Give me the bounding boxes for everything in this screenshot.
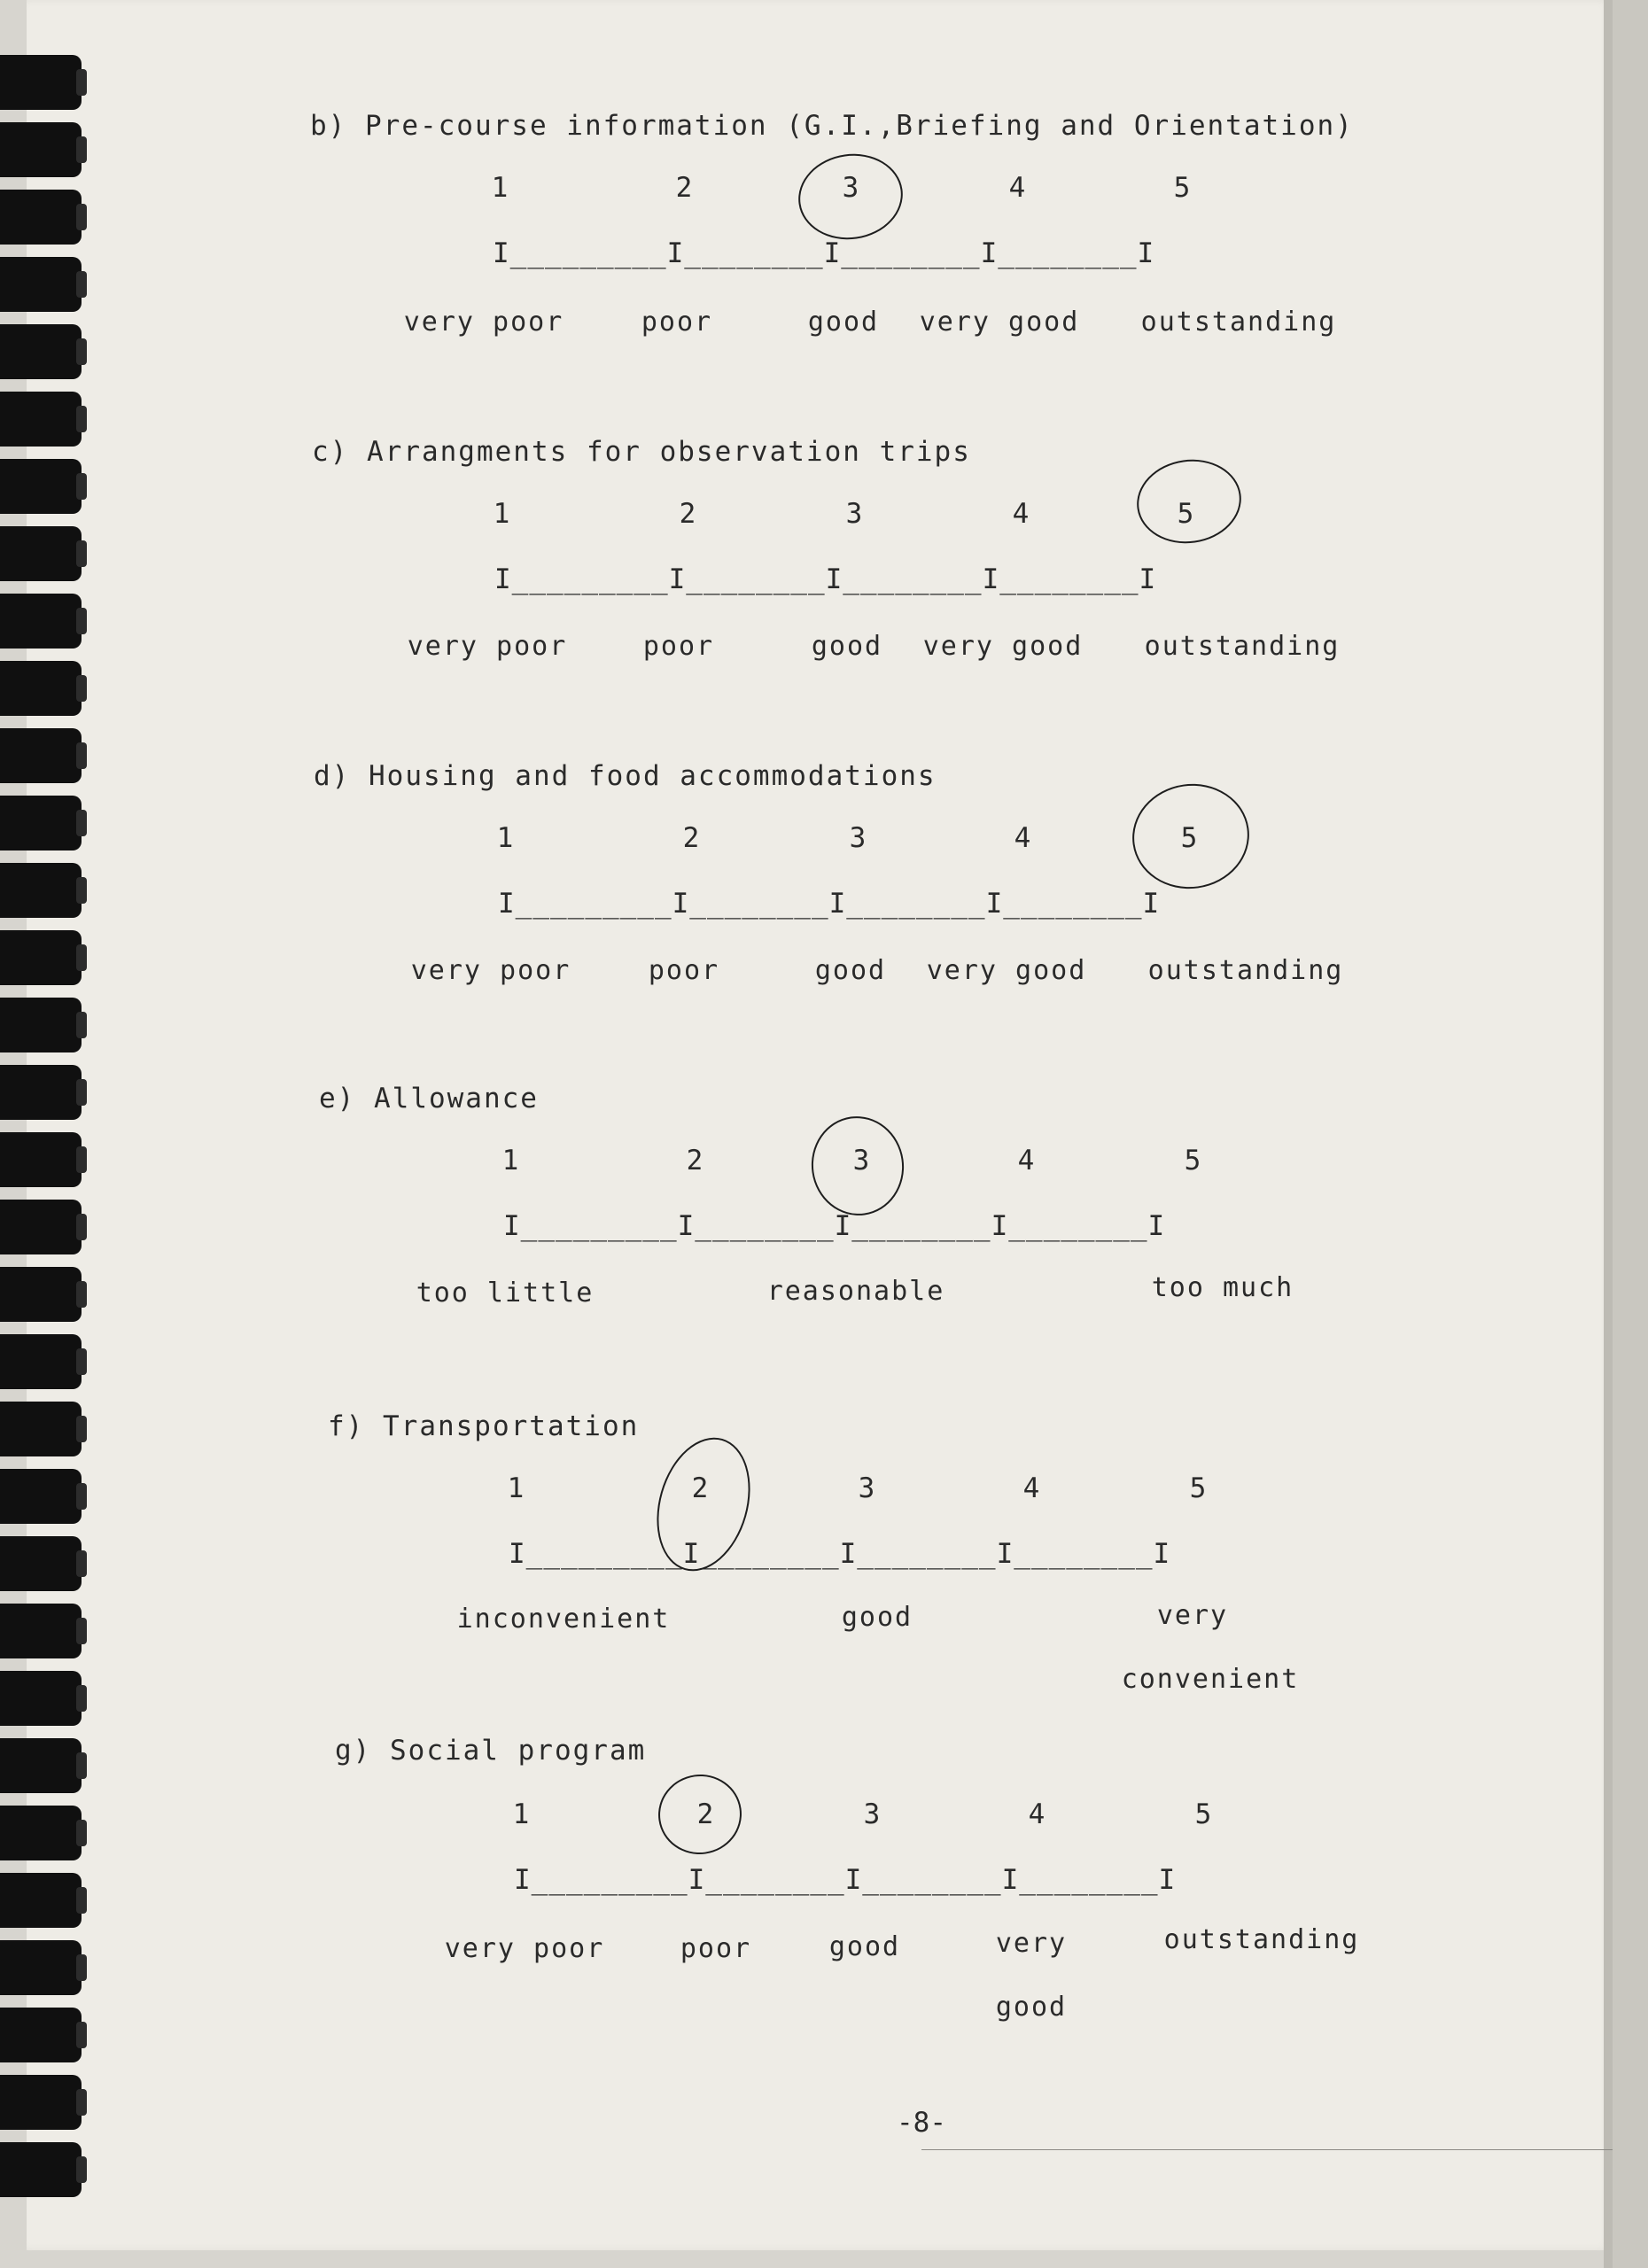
binding-ring bbox=[0, 2075, 82, 2130]
label-b-2: poor bbox=[641, 307, 713, 338]
label-c-2: poor bbox=[642, 631, 715, 662]
binding-ring bbox=[0, 998, 82, 1052]
label-d-2: poor bbox=[648, 955, 720, 986]
scale-d-1: 1 bbox=[496, 822, 514, 854]
binding-ring bbox=[0, 2008, 82, 2062]
scale-g-5: 5 bbox=[1194, 1798, 1212, 1830]
scale-f-1: 1 bbox=[507, 1472, 525, 1504]
binding-ring bbox=[0, 1065, 82, 1120]
document-page bbox=[27, 0, 1613, 2250]
binding-ring bbox=[0, 1402, 82, 1456]
label-e-3: too much bbox=[1151, 1272, 1294, 1303]
binding-ring bbox=[0, 1469, 82, 1524]
label-g-4-line1: very bbox=[995, 1928, 1068, 1959]
label-d-3: good bbox=[814, 955, 887, 986]
scale-e-axis: I_________I________I________I________I bbox=[503, 1210, 1166, 1242]
binding-ring bbox=[0, 55, 82, 110]
scale-e-2: 2 bbox=[686, 1145, 704, 1177]
scale-c-1: 1 bbox=[493, 498, 510, 530]
scale-d-2: 2 bbox=[682, 822, 700, 854]
scale-e-1: 1 bbox=[501, 1145, 519, 1177]
question-e-title: e) Allowance bbox=[319, 1083, 539, 1115]
scale-b-1: 1 bbox=[491, 172, 509, 204]
label-c-5: outstanding bbox=[1144, 631, 1341, 662]
label-g-5: outstanding bbox=[1163, 1924, 1360, 1955]
background-edge bbox=[1613, 0, 1648, 2268]
label-f-1: inconvenient bbox=[456, 1604, 671, 1635]
binding-ring bbox=[0, 1806, 82, 1860]
label-e-1: too little bbox=[416, 1278, 595, 1309]
question-b-title: b) Pre-course information (G.I.,Briefing and Orientation) bbox=[310, 110, 1354, 142]
scale-g-1: 1 bbox=[512, 1798, 530, 1830]
scale-e-3: 3 bbox=[852, 1145, 870, 1177]
label-g-3: good bbox=[828, 1931, 901, 1962]
scale-g-4: 4 bbox=[1028, 1798, 1046, 1830]
scale-f-3: 3 bbox=[858, 1472, 875, 1504]
scale-c-2: 2 bbox=[679, 498, 696, 530]
scale-g-2: 2 bbox=[696, 1798, 714, 1830]
label-d-1: very poor bbox=[410, 955, 571, 986]
label-d-5: outstanding bbox=[1147, 955, 1344, 986]
page-number: -8- bbox=[897, 2107, 946, 2139]
binding-ring bbox=[0, 1132, 82, 1187]
binding-ring bbox=[0, 324, 82, 379]
binding-ring bbox=[0, 728, 82, 783]
scale-b-5: 5 bbox=[1173, 172, 1191, 204]
scale-g-3: 3 bbox=[863, 1798, 881, 1830]
scale-b-4: 4 bbox=[1008, 172, 1026, 204]
page-edge bbox=[1604, 0, 1613, 2268]
binding-ring bbox=[0, 1873, 82, 1928]
binding-ring bbox=[0, 1334, 82, 1389]
label-g-1: very poor bbox=[444, 1933, 605, 1964]
scale-f-5: 5 bbox=[1189, 1472, 1207, 1504]
scale-f-4: 4 bbox=[1022, 1472, 1040, 1504]
binding-ring bbox=[0, 2142, 82, 2197]
label-c-1: very poor bbox=[407, 631, 568, 662]
binding-ring bbox=[0, 796, 82, 850]
binding-ring bbox=[0, 459, 82, 514]
binding-ring bbox=[0, 1940, 82, 1995]
scale-b-2: 2 bbox=[675, 172, 693, 204]
binding-ring bbox=[0, 1267, 82, 1322]
binding-ring bbox=[0, 1738, 82, 1793]
label-b-5: outstanding bbox=[1140, 307, 1337, 338]
label-b-3: good bbox=[807, 307, 880, 338]
label-d-4: very good bbox=[926, 955, 1087, 986]
label-c-3: good bbox=[811, 631, 883, 662]
binding-ring bbox=[0, 863, 82, 918]
scale-b-3: 3 bbox=[842, 172, 859, 204]
binding-ring bbox=[0, 392, 82, 447]
scale-c-4: 4 bbox=[1012, 498, 1030, 530]
label-g-2: poor bbox=[680, 1933, 752, 1964]
binding-ring bbox=[0, 1536, 82, 1591]
label-f-3-line2: convenient bbox=[1121, 1664, 1300, 1695]
label-e-2: reasonable bbox=[766, 1276, 945, 1307]
scale-c-3: 3 bbox=[845, 498, 863, 530]
spiral-binding bbox=[0, 0, 106, 2268]
binding-ring bbox=[0, 594, 82, 649]
binding-ring bbox=[0, 1604, 82, 1658]
label-b-1: very poor bbox=[403, 307, 564, 338]
scale-b-axis: I_________I________I________I________I bbox=[493, 237, 1155, 269]
bottom-rule bbox=[921, 2149, 1613, 2150]
label-g-4-line2: good bbox=[995, 1992, 1068, 2023]
scale-f-axis: I_________I________I________I________I bbox=[509, 1538, 1171, 1570]
scale-e-4: 4 bbox=[1017, 1145, 1035, 1177]
scale-d-5: 5 bbox=[1180, 822, 1198, 854]
scale-d-4: 4 bbox=[1014, 822, 1031, 854]
label-f-3-line1: very bbox=[1156, 1600, 1229, 1631]
scale-e-5: 5 bbox=[1184, 1145, 1201, 1177]
scale-g-axis: I_________I________I________I________I bbox=[514, 1864, 1177, 1896]
scale-d-3: 3 bbox=[849, 822, 867, 854]
scale-c-axis: I_________I________I________I________I bbox=[494, 563, 1157, 595]
label-c-4: very good bbox=[922, 631, 1084, 662]
binding-ring bbox=[0, 930, 82, 985]
question-c-title: c) Arrangments for observation trips bbox=[312, 436, 971, 468]
binding-ring bbox=[0, 122, 82, 177]
label-b-4: very good bbox=[919, 307, 1080, 338]
question-f-title: f) Transportation bbox=[328, 1410, 640, 1442]
scale-c-5: 5 bbox=[1177, 498, 1194, 530]
scale-f-2: 2 bbox=[691, 1472, 709, 1504]
binding-ring bbox=[0, 190, 82, 245]
binding-ring bbox=[0, 257, 82, 312]
question-d-title: d) Housing and food accommodations bbox=[314, 760, 937, 792]
scale-d-axis: I_________I________I________I________I bbox=[498, 888, 1161, 920]
binding-ring bbox=[0, 1671, 82, 1726]
binding-ring bbox=[0, 661, 82, 716]
binding-ring bbox=[0, 526, 82, 581]
label-f-2: good bbox=[841, 1602, 913, 1633]
question-g-title: g) Social program bbox=[335, 1735, 647, 1767]
binding-ring bbox=[0, 1200, 82, 1254]
